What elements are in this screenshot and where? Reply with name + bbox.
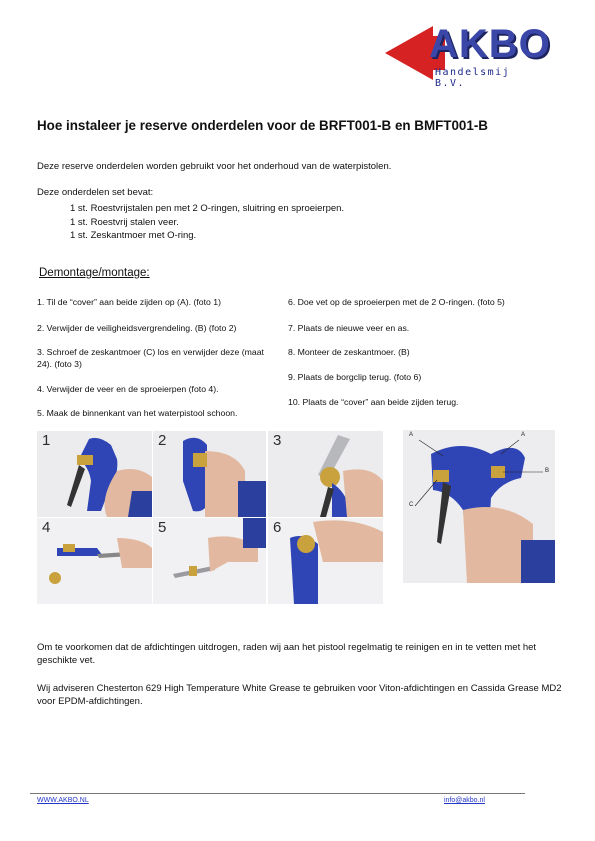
- water-gun-photo-icon: [153, 518, 266, 604]
- water-gun-photo-icon: [268, 518, 383, 604]
- grease-recommendation-text: Wij adviseren Chesterton 629 High Temperature White Grease te gebruiken voor Viton-afdichtingen en Cassida Grease MD2 voor EPDM-afdichtingen.: [37, 683, 562, 707]
- photo-number: 2: [158, 432, 167, 449]
- page-title: Hoe instaleer je reserve onderdelen voor de BRFT001-B en BMFT001-B: [37, 118, 488, 133]
- photo-number: 4: [42, 519, 51, 536]
- step-8: 8. Monteer de zeskantmoer. (B): [288, 347, 410, 357]
- water-gun-photo-icon: [37, 431, 152, 517]
- photo-6: [268, 518, 383, 604]
- set-intro-text: Deze onderdelen set bevat:: [37, 187, 154, 198]
- website-link[interactable]: WWW.AKBO.NL: [37, 797, 89, 804]
- photo-number: 3: [273, 432, 282, 449]
- step-5: 5. Maak de binnenkant van het waterpistool schoon.: [37, 408, 238, 418]
- list-item: 1 st. Roestvrijstalen pen met 2 O-ringen, sluitring en sproeierpen.: [70, 203, 345, 214]
- water-gun-photo-icon: [153, 431, 266, 517]
- water-gun-photo-icon: [37, 518, 152, 604]
- logo-wordmark: AKBO: [429, 22, 551, 66]
- label-a-right: A: [521, 432, 526, 438]
- photo-4: [37, 518, 152, 604]
- footer-divider: [30, 793, 525, 794]
- step-3: 3. Schroef de zeskantmoer (C) los en verwijder deze (maat 24). (foto 3): [37, 347, 264, 369]
- photo-number: 6: [273, 519, 282, 536]
- photo-1: [37, 431, 152, 517]
- akbo-logo: [385, 18, 551, 89]
- photo-number: 1: [42, 432, 51, 449]
- label-b: B: [545, 468, 550, 474]
- step-7: 7. Plaats de nieuwe veer en as.: [288, 323, 410, 333]
- intro-text: Deze reserve onderdelen worden gebruikt voor het onderhoud van de waterpistolen.: [37, 161, 392, 172]
- email-link[interactable]: info@akbo.nl: [444, 797, 485, 804]
- photo-number: 5: [158, 519, 167, 536]
- step-9: 9. Plaats de borgclip terug. (foto 6): [288, 372, 422, 382]
- step-10: 10. Plaats de “cover” aan beide zijden terug.: [288, 397, 459, 407]
- photo-5: [153, 518, 266, 604]
- set-contents-list: [70, 202, 344, 243]
- label-a-left: A: [409, 432, 414, 438]
- list-item: 1 st. Zeskantmoer met O-ring.: [70, 230, 197, 241]
- label-c: C: [409, 502, 414, 508]
- labeled-diagram-photo: [403, 430, 555, 583]
- water-gun-photo-icon: [268, 431, 383, 517]
- photo-3: [268, 431, 383, 517]
- step-6: 6. Doe vet op de sproeierpen met de 2 O-ringen. (foto 5): [288, 297, 505, 307]
- step-4: 4. Verwijder de veer en de sproeierpen (foto 4).: [37, 384, 219, 394]
- logo-subtitle: Handelsmij B.V.: [435, 67, 511, 89]
- step-2: 2. Verwijder de veiligheidsvergrendeling. (B) (foto 2): [37, 323, 237, 333]
- list-item: 1 st. Roestvrij stalen veer.: [70, 216, 179, 228]
- photo-2: [153, 431, 266, 517]
- section-heading: Demontage/montage:: [39, 267, 150, 279]
- maintenance-advice-text: Om te voorkomen dat de afdichtingen uitdrogen, raden wij aan het pistool regelmatig te reinigen en in te vetten met het geschikte vet.: [37, 642, 537, 666]
- water-gun-diagram-icon: [403, 430, 555, 583]
- step-1: 1. Til de “cover” aan beide zijden op (A). (foto 1): [37, 297, 221, 307]
